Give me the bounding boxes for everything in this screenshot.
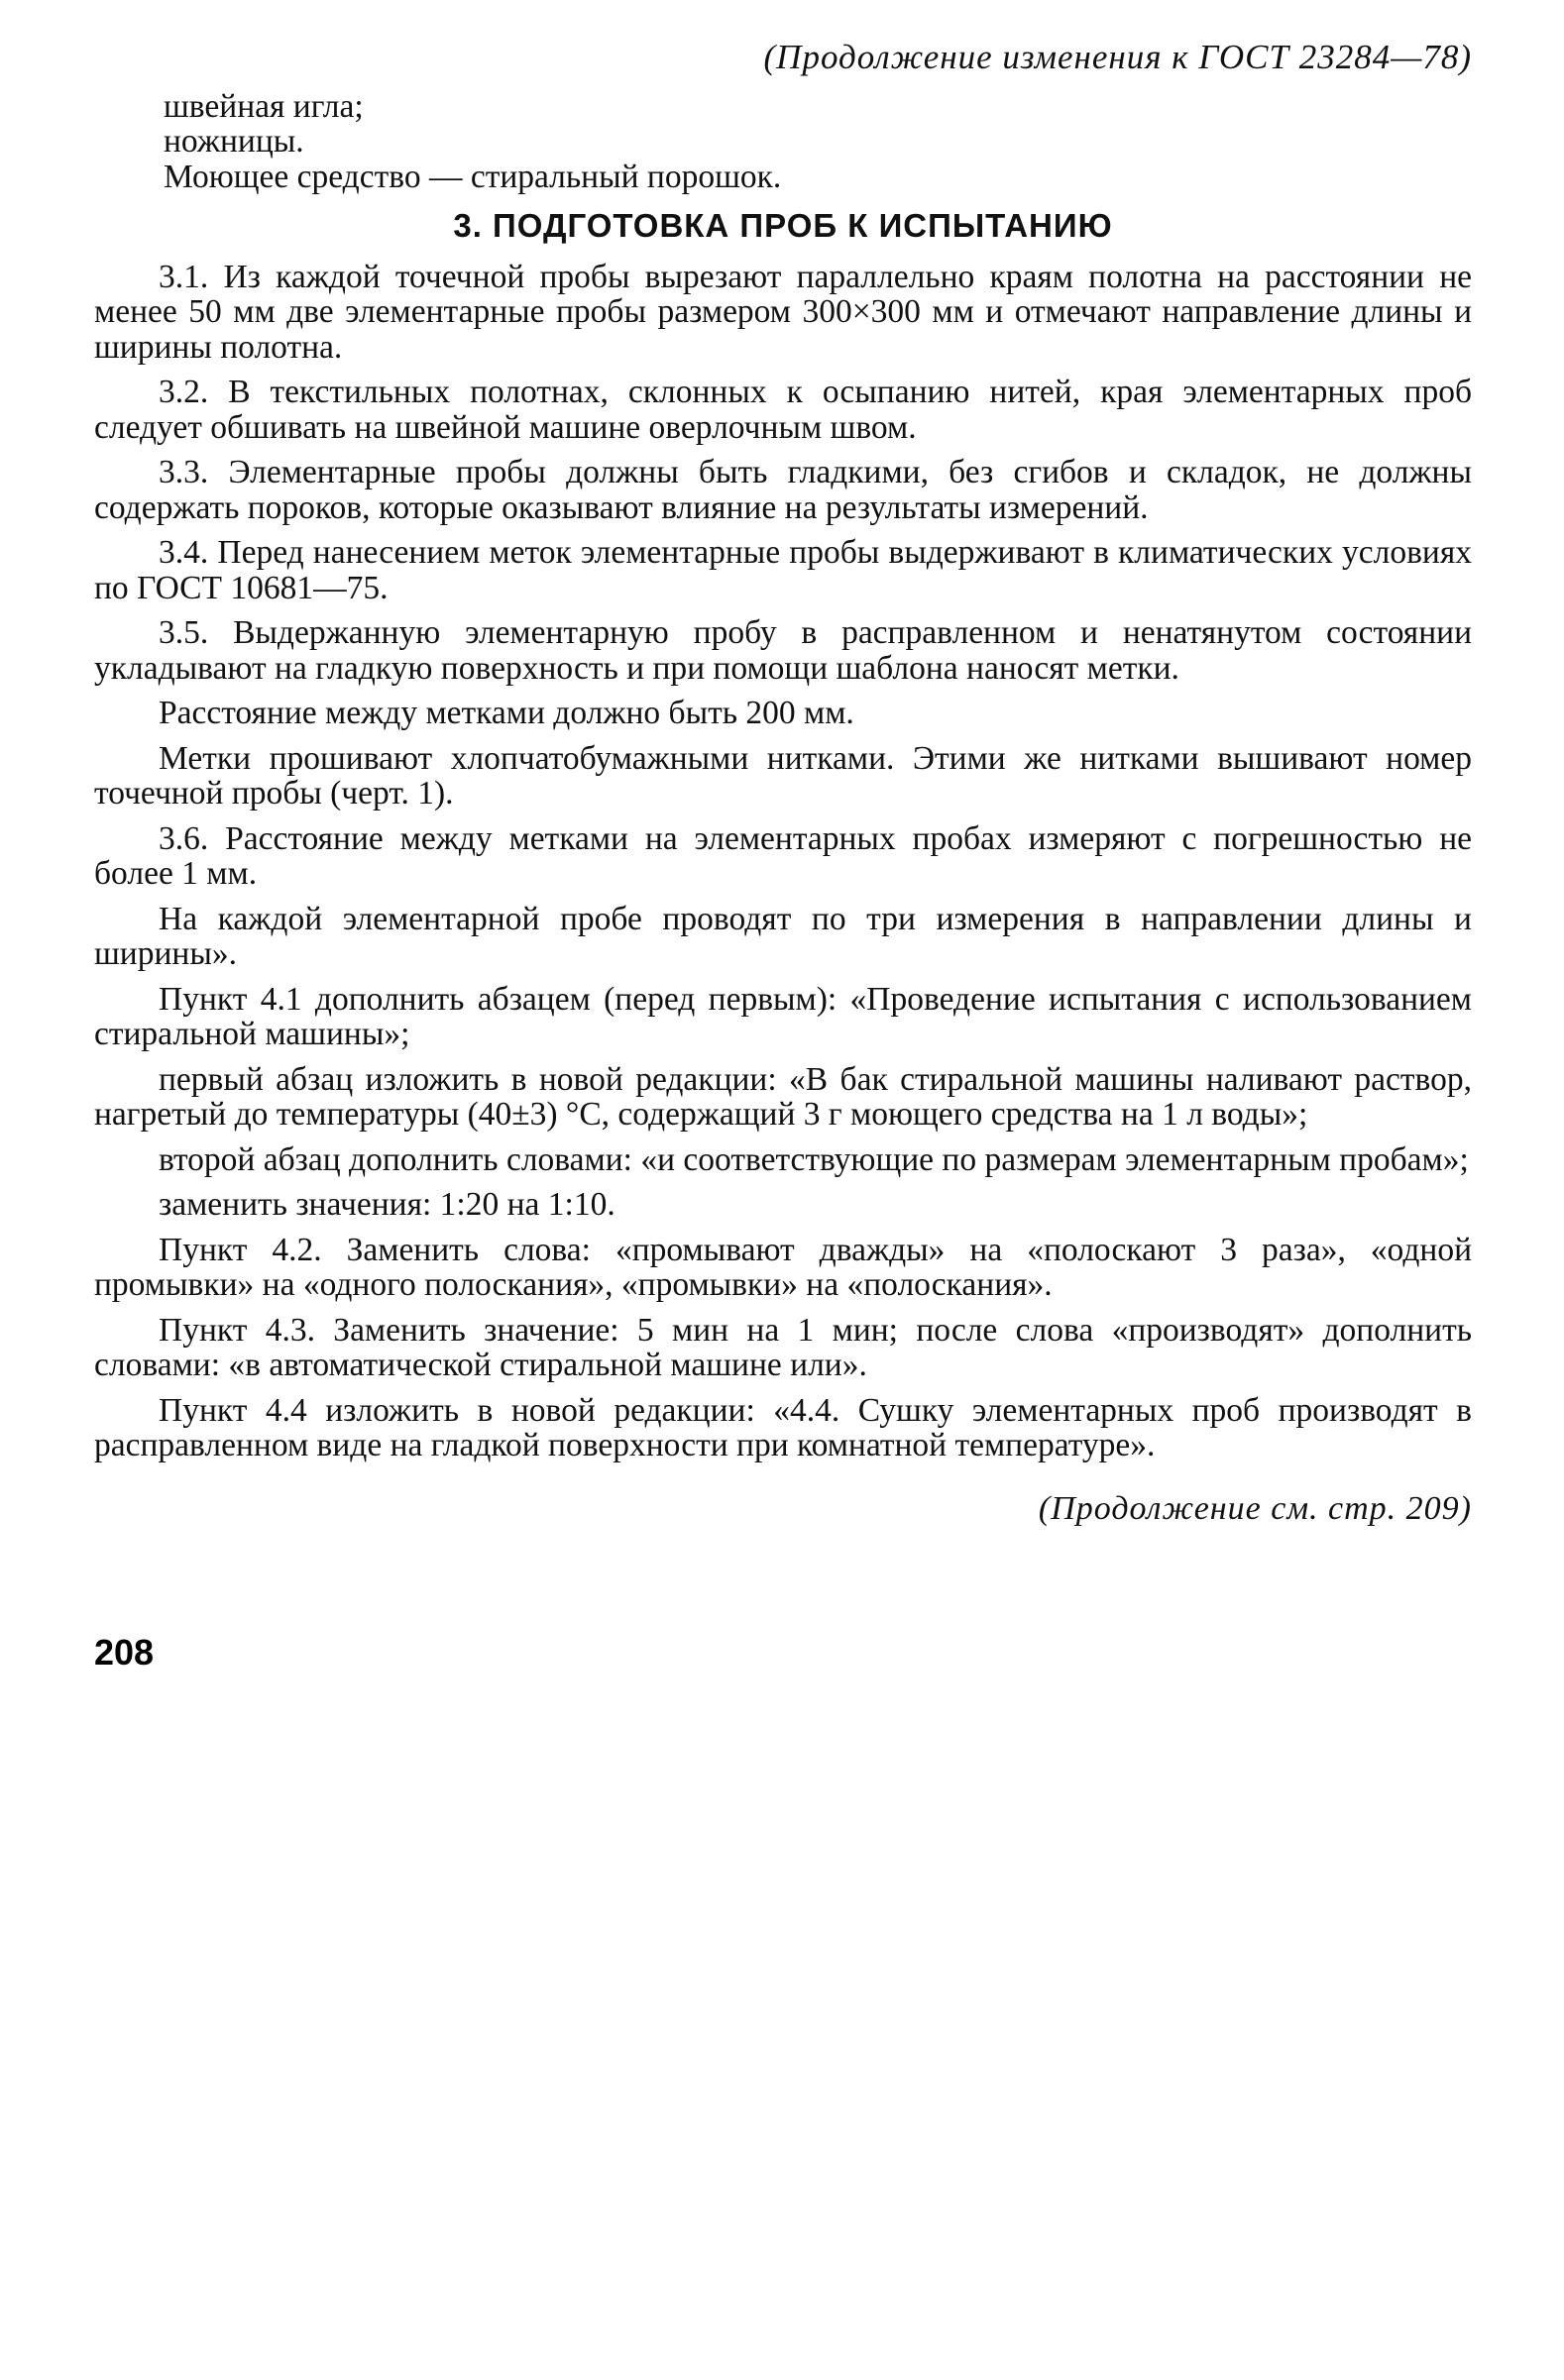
paragraph-4-1-ratio: заменить значения: 1:20 на 1:10.: [159, 1186, 615, 1223]
list-item-scissors: ножницы.: [164, 123, 304, 160]
continuation-header: (Продолжение изменения к ГОСТ 23284—78): [763, 38, 1472, 76]
paragraph-4-2: Пункт 4.2. Заменить слова: «промывают дважды» на «полоскают 3 раза», «одной промывки» на «одного полоскания», «промывки» на «полоскания».: [94, 1231, 1472, 1303]
paragraph-4-1: Пункт 4.1 дополнить абзацем (перед первым): «Проведение испытания с использованием стиральной машины»;: [94, 980, 1472, 1052]
section-title: 3. ПОДГОТОВКА ПРОБ К ИСПЫТАНИЮ: [453, 207, 1113, 244]
paragraph-measurements: На каждой элементарной пробе проводят по три измерения в направлении длины и ширины».: [94, 900, 1472, 972]
paragraph-3-1: 3.1. Из каждой точечной пробы вырезают параллельно краям полотна на расстоянии не менее 50 мм две элементарные пробы размером 300×300 мм и отмечают направление длины и ширины полотна.: [94, 258, 1472, 366]
list-item-needle: швейная игла;: [164, 87, 364, 125]
paragraph-marks-distance: Расстояние между метками должно быть 200 мм.: [159, 695, 854, 731]
page-number: 208: [94, 1632, 155, 1673]
paragraph-3-2: 3.2. В текстильных полотнах, склонных к осыпанию нитей, края элементарных проб следует обшивать на швейной машине оверлочным швом.: [94, 374, 1472, 446]
paragraph-3-6: 3.6. Расстояние между метками на элементарных пробах измеряют с погрешностью не более 1 мм.: [94, 819, 1472, 892]
continuation-footer: (Продолжение см. стр. 209): [1038, 1489, 1472, 1527]
paragraph-4-3: Пункт 4.3. Заменить значение: 5 мин на 1 мин; после слова «производят» дополнить словами: «в автоматической стиральной машине или».: [94, 1311, 1472, 1383]
paragraph-4-4: Пункт 4.4 изложить в новой редакции: «4.4. Сушку элементарных проб производят в расправленном виде на гладкой поверхности при комнатной температуре».: [94, 1391, 1472, 1463]
paragraph-4-1-first: первый абзац изложить в новой редакции: «В бак стиральной машины наливают раствор, нагретый до температуры (40±3) °С, содержащий 3 г моющего средства на 1 л воды»;: [94, 1060, 1472, 1133]
document-page: [94, 40, 1472, 1526]
list-item-detergent: Моющее средство — стиральный порошок.: [164, 158, 782, 195]
paragraph-4-1-second: второй абзац дополнить словами: «и соответствующие по размерам элементарным пробам»;: [159, 1140, 1469, 1178]
paragraph-3-5: 3.5. Выдержанную элементарную пробу в расправленном и ненатянутом состоянии укладывают на гладкую поверхность и при помощи шаблона наносят метки.: [94, 614, 1472, 687]
paragraph-marks-stitch: Метки прошивают хлопчатобумажными нитками. Этими же нитками вышивают номер точечной пробы (черт. 1).: [94, 739, 1472, 811]
paragraph-3-4: 3.4. Перед нанесением меток элементарные пробы выдерживают в климатических условиях по ГОСТ 10681—75.: [94, 534, 1472, 606]
paragraph-3-3: 3.3. Элементарные пробы должны быть гладкими, без сгибов и складок, не должны содержать пороков, которые оказывают влияние на результаты измерений.: [94, 454, 1472, 526]
